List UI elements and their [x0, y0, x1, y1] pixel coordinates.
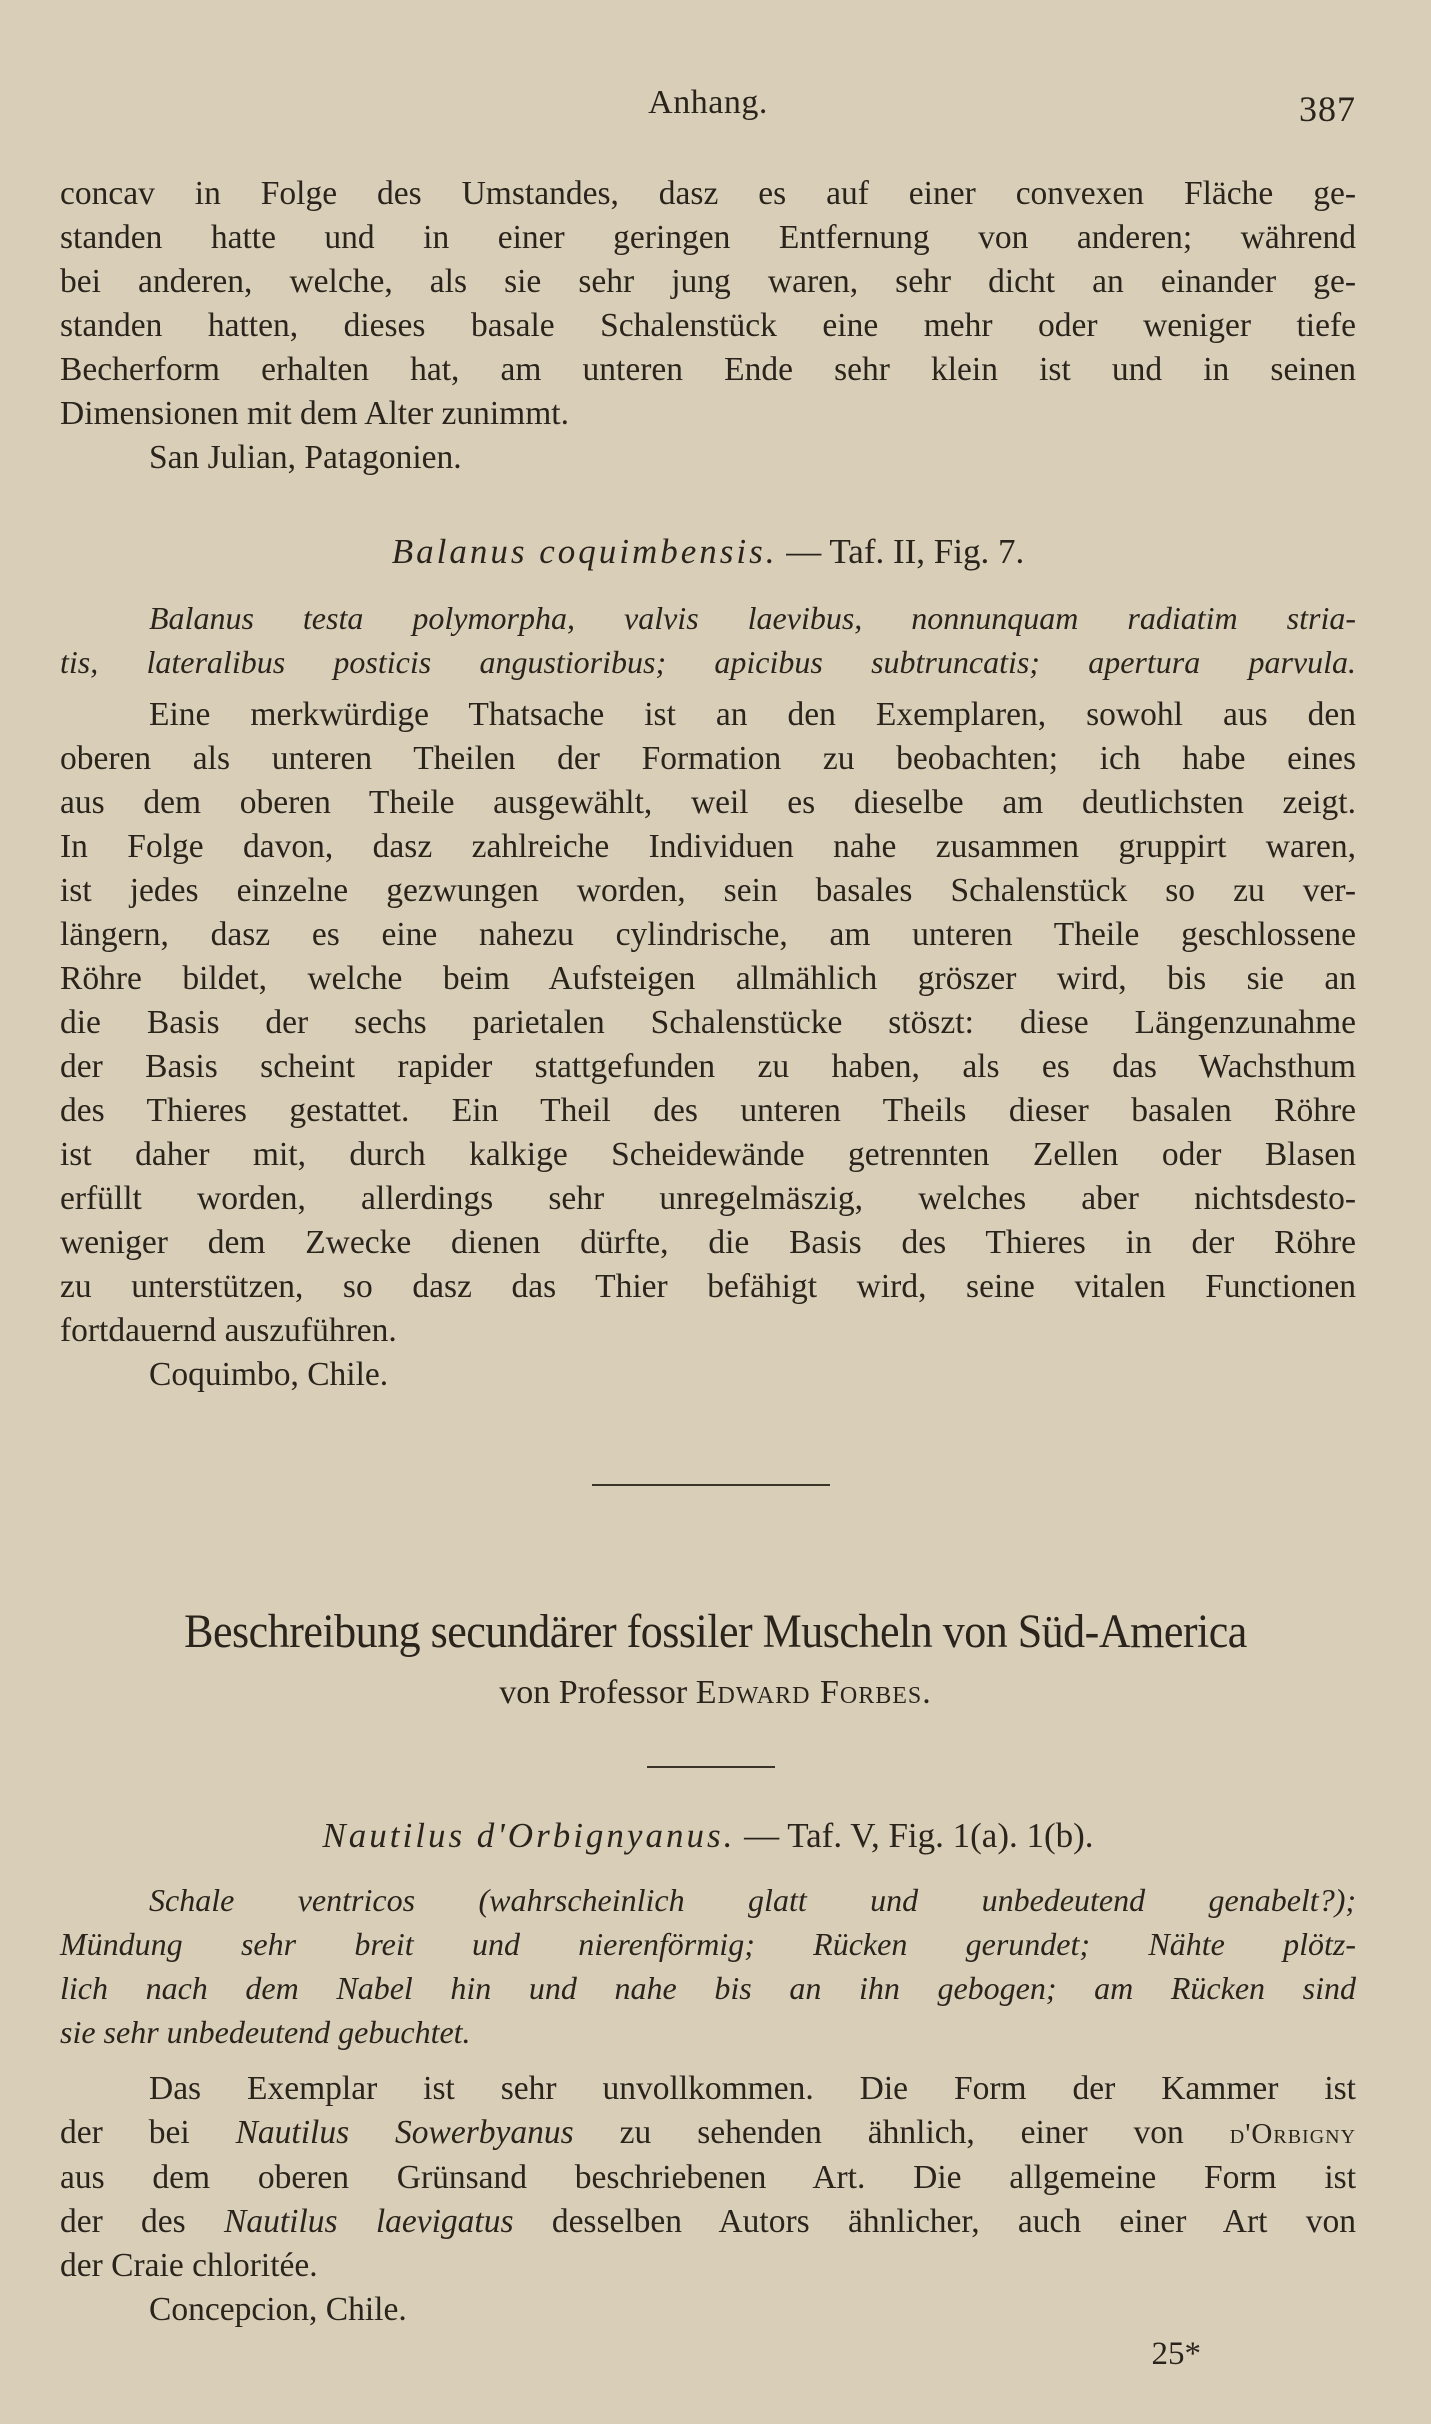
- text-line: der Craie chloritée.: [60, 2247, 318, 2284]
- running-title: Anhang.: [648, 84, 768, 121]
- author-prefix: von Professor: [499, 1674, 688, 1711]
- short-divider: [647, 1766, 775, 1768]
- author-reference: d'Orbigny: [1229, 2118, 1357, 2150]
- running-header: [60, 84, 1356, 134]
- section-divider: [592, 1484, 830, 1486]
- text-line: aus dem oberen Grünsand beschriebenen Art. Die allgemeine Form ist: [60, 2159, 1356, 2196]
- diagnosis-line: Schale ventricos (wahrscheinlich glatt und unbedeutend genabelt?);: [149, 1882, 1356, 1918]
- text-line: ist jedes einzelne gezwungen worden, sein basales Schalenstück so zu ver-: [60, 872, 1356, 909]
- balanus-description: [60, 693, 1356, 1397]
- text-line: aus dem oberen Theile ausgewählt, weil es dieselbe am deutlichsten zeigt.: [60, 784, 1356, 821]
- text-line: Röhre bildet, welche beim Aufsteigen allmählich gröszer wird, bis sie an: [60, 960, 1356, 997]
- text-line: In Folge davon, dasz zahlreiche Individuen nahe zusammen gruppirt waren,: [60, 828, 1356, 865]
- author-name: Edward Forbes.: [695, 1674, 932, 1711]
- text-line: concav in Folge des Umstandes, dasz es auf einer convexen Fläche ge-: [60, 175, 1356, 212]
- text-line: [60, 2111, 1356, 2156]
- text-line: zu unterstützen, so dasz das Thier befähigt wird, seine vitalen Functionen: [60, 1268, 1356, 1305]
- text-line: standen hatten, dieses basale Schalenstück eine mehr oder weniger tiefe: [60, 307, 1356, 344]
- taxon-name: Nautilus laevigatus: [224, 2203, 514, 2240]
- plate-reference: — Taf. V, Fig. 1(a). 1(b).: [744, 1816, 1094, 1855]
- text-line: Das Exemplar ist sehr unvollkommen. Die Form der Kammer ist: [149, 2070, 1356, 2107]
- german-diagnosis: [60, 1878, 1356, 2054]
- text-span: der bei: [60, 2114, 190, 2151]
- text-line: Becherform erhalten hat, am unteren Ende sehr klein ist und in seinen: [60, 351, 1356, 388]
- text-line: längern, dasz es eine nahezu cylindrische, am unteren Theile geschlossene: [60, 916, 1356, 953]
- plate-reference: — Taf. II, Fig. 7.: [786, 532, 1025, 571]
- text-line: des Thieres gestattet. Ein Theil des unteren Theils dieser basalen Röhre: [60, 1092, 1356, 1129]
- text-line: Dimensionen mit dem Alter zunimmt.: [60, 395, 569, 432]
- locality-san-julian: San Julian, Patagonien.: [149, 439, 462, 476]
- text-line: oberen als unteren Theilen der Formation zu beobachten; ich habe eines: [60, 740, 1356, 777]
- locality-concepcion: Concepcion, Chile.: [149, 2291, 407, 2328]
- text-line: bei anderen, welche, als sie sehr jung waren, sehr dicht an einander ge-: [60, 263, 1356, 300]
- text-line: der Basis scheint rapider stattgefunden zu haben, als es das Wachsthum: [60, 1048, 1356, 1085]
- species-name: Nautilus d'Orbignyanus.: [322, 1816, 736, 1855]
- diagnosis-line: sie sehr unbedeutend gebuchtet.: [60, 2014, 471, 2050]
- text-line: Eine merkwürdige Thatsache ist an den Exemplaren, sowohl aus den: [149, 696, 1356, 733]
- text-span: zu sehenden ähnlich, einer von: [619, 2114, 1184, 2151]
- locality-coquimbo: Coquimbo, Chile.: [149, 1356, 389, 1393]
- text-line: ist daher mit, durch kalkige Scheidewände getrennten Zellen oder Blasen: [60, 1136, 1356, 1173]
- continuation-paragraph: [60, 172, 1356, 480]
- text-line: fortdauernd auszuführen.: [60, 1312, 397, 1349]
- diagnosis-line: Balanus testa polymorpha, valvis laevibus, nonnunquam radiatim stria-: [149, 600, 1356, 636]
- diagnosis-line: tis, lateralibus posticis angustioribus; apicibus subtruncatis; apertura parvula.: [60, 644, 1356, 680]
- text-line: [60, 2200, 1356, 2244]
- text-span: der des: [60, 2203, 186, 2240]
- diagnosis-line: Mündung sehr breit und nierenförmig; Rücken gerundet; Nähte plötz-: [60, 1926, 1356, 1962]
- page-number: 387: [1299, 89, 1356, 129]
- section-author: [0, 1674, 1431, 1712]
- text-line: standen hatte und in einer geringen Entfernung von anderen; während: [60, 219, 1356, 256]
- species-heading-nautilus: [60, 1814, 1356, 1858]
- species-heading-balanus: [60, 530, 1356, 574]
- latin-diagnosis: [60, 596, 1356, 684]
- diagnosis-line: lich nach dem Nabel hin und nahe bis an ihn gebogen; am Rücken sind: [60, 1970, 1356, 2006]
- nautilus-description: [60, 2067, 1356, 2332]
- species-name: Balanus coquimbensis.: [391, 532, 778, 571]
- text-line: die Basis der sechs parietalen Schalenstücke stöszt: diese Längenzunahme: [60, 1004, 1356, 1041]
- taxon-name: Nautilus Sowerbyanus: [235, 2114, 574, 2151]
- signature-mark: 25*: [1151, 2336, 1201, 2372]
- section-title: Beschreibung secundärer fossiler Muscheln von Süd-America: [184, 1605, 1247, 1658]
- text-span: desselben Autors ähnlicher, auch einer Art von: [551, 2203, 1356, 2240]
- text-line: erfüllt worden, allerdings sehr unregelmäszig, welches aber nichtsdesto-: [60, 1180, 1356, 1217]
- text-line: weniger dem Zwecke dienen dürfte, die Basis des Thieres in der Röhre: [60, 1224, 1356, 1261]
